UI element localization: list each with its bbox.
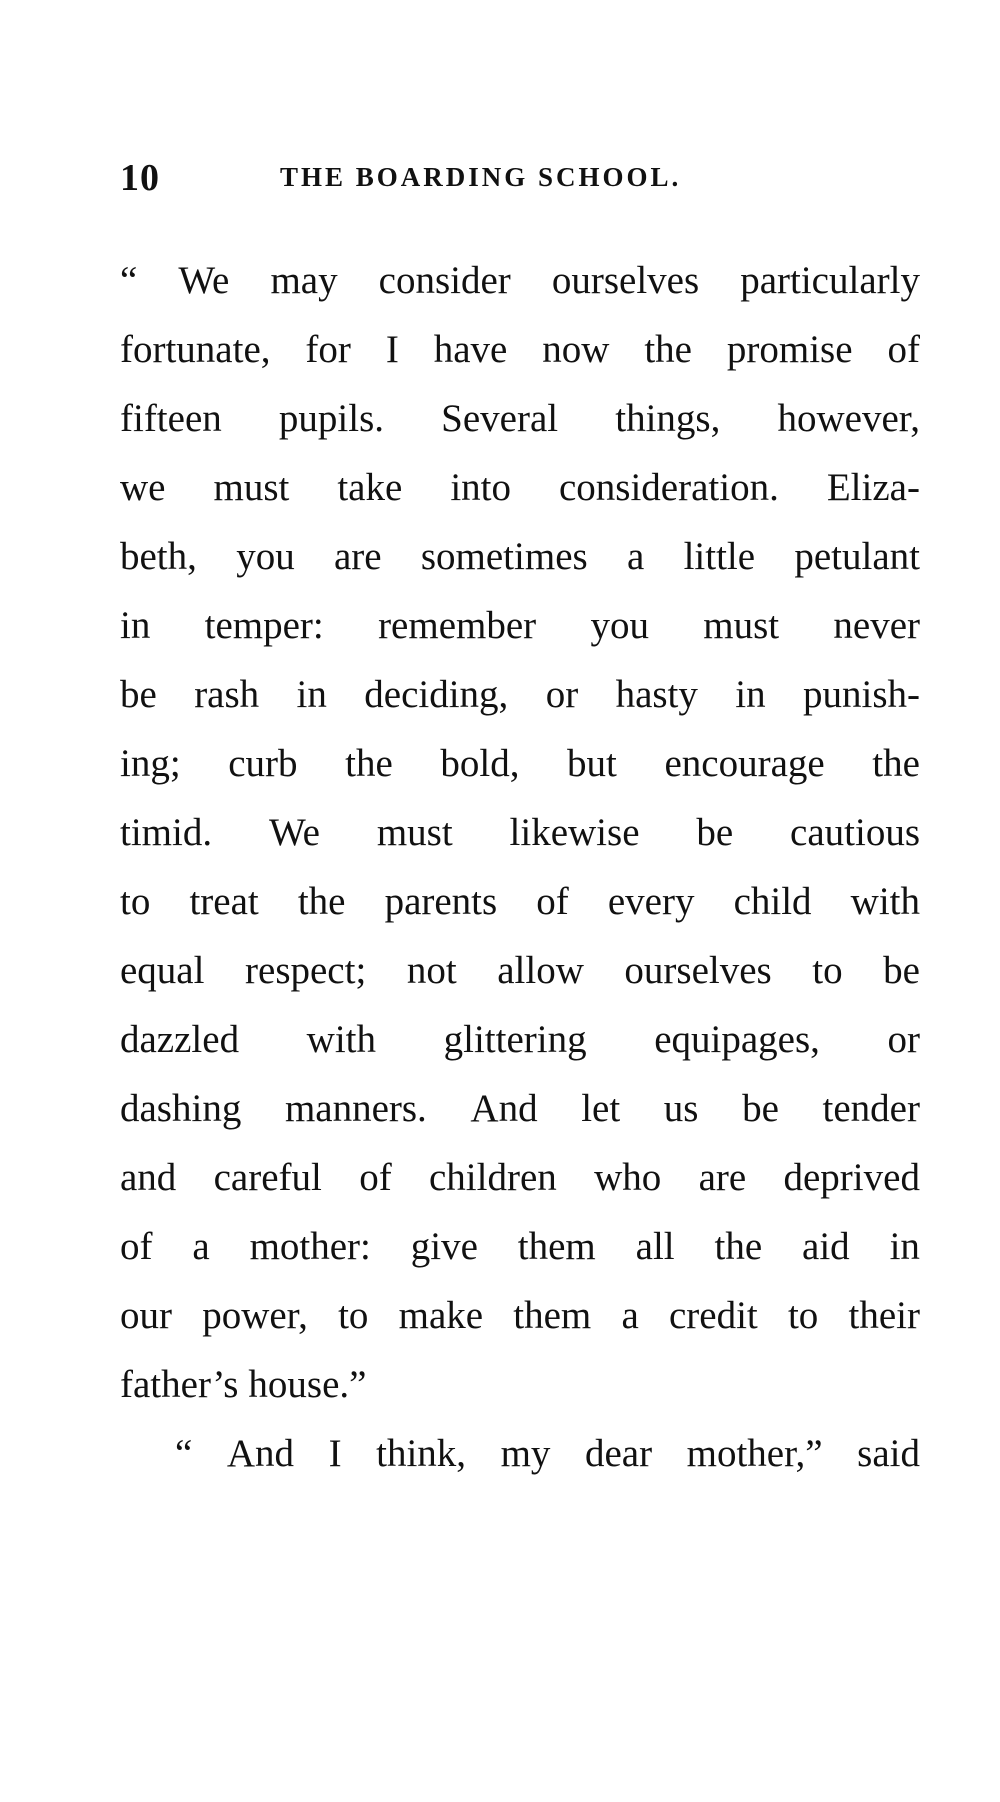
text-line: “ And I think, my dear mother,” said [175, 1432, 920, 1475]
page-number: 10 [120, 157, 160, 199]
text-line: to treat the parents of every child with [120, 880, 920, 923]
running-title: THE BOARDING SCHOOL. [280, 162, 682, 192]
text-line: fortunate, for I have now the promise of [120, 328, 920, 371]
text-line: equal respect; not allow ourselves to be [120, 949, 920, 992]
text-line: in temper: remember you must never [120, 604, 920, 647]
text-line: fifteen pupils. Several things, however, [120, 397, 920, 440]
text-line: father’s house.” [120, 1363, 367, 1406]
text-line: “ We may consider ourselves particularly [120, 259, 920, 302]
text-line: beth, you are sometimes a little petulant [120, 535, 920, 578]
text-line: our power, to make them a credit to their [120, 1294, 920, 1337]
text-line: of a mother: give them all the aid in [120, 1225, 920, 1268]
text-line: dashing manners. And let us be tender [120, 1087, 920, 1130]
text-line: dazzled with glittering equipages, or [120, 1018, 920, 1061]
page-header [120, 156, 820, 206]
text-line: ing; curb the bold, but encourage the [120, 742, 920, 785]
text-line: and careful of children who are deprived [120, 1156, 920, 1199]
text-line: be rash in deciding, or hasty in punish- [120, 673, 920, 716]
body-text [120, 246, 920, 1488]
text-line: timid. We must likewise be cautious [120, 811, 920, 854]
text-line: we must take into consideration. Eliza- [120, 466, 920, 509]
